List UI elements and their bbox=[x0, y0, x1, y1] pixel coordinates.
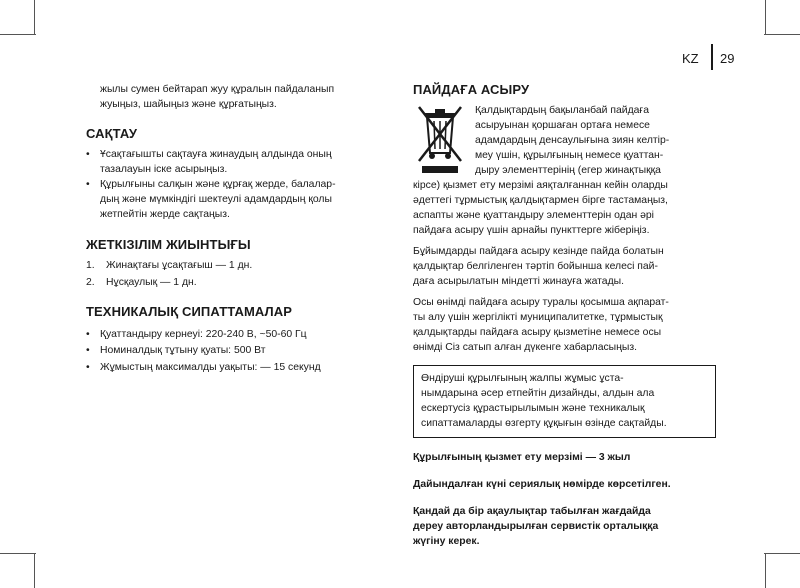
crop-mark-bottom-right-v bbox=[765, 553, 766, 588]
storage-item: • Құрылғыны салқын және құрғақ жерде, балалар- дың және мүмкіндігі шектеулі адамдардың қолы жетпейтін жерде сақтаңыз. bbox=[86, 179, 336, 220]
specs-list bbox=[86, 327, 376, 375]
recycling-section bbox=[413, 103, 718, 355]
bullet-icon: • bbox=[86, 345, 90, 356]
contact-info-paragraph: Осы өнімді пайдаға асыру туралы қосымша ақпарат- ты алу үшін жергілікті муниципалитетке, тұрмыстық қалдықтарды пайдаға асыру қызметіне немесе осы өнімді Сіз сатып алған дүкенге хабарласыңыз. bbox=[413, 297, 669, 353]
left-column bbox=[86, 82, 376, 375]
bullet-icon: • bbox=[86, 328, 90, 340]
page-number: 29 bbox=[720, 51, 735, 66]
language-code: KZ bbox=[682, 51, 699, 66]
fault-instruction-text: Қандай да бір ақаулықтар табылған жағдайда дереу авторландырылған сервистік орталыққа жүгіну керек. bbox=[413, 506, 659, 547]
crop-mark-bottom-right-h bbox=[764, 553, 800, 554]
kit-heading: ЖЕТКІЗІЛІМ ЖИЫНТЫҒЫ bbox=[86, 237, 251, 252]
crop-mark-top-left-v bbox=[34, 0, 35, 34]
bullet-icon: • bbox=[86, 179, 90, 190]
kit-list bbox=[86, 258, 376, 290]
spec-item: • Номиналдық тұтыну қуаты: 500 Вт bbox=[86, 345, 266, 356]
intro-paragraph bbox=[86, 82, 376, 112]
manufacturer-notice-box: Өндіруші құрылғының жалпы жұмыс ұста- нымдарына әсер етпейтін дизайнды, алдын ала ескертусіз құрастырылымын және техникалық сипаттамаларды өзгерту құқығын өзінде сақтайды. bbox=[413, 365, 716, 438]
storage-heading: САҚТАУ bbox=[86, 126, 138, 141]
crossed-out-wheelie-bin-icon bbox=[413, 103, 467, 175]
list-number: 1. bbox=[86, 260, 95, 271]
crop-mark-bottom-left-h bbox=[0, 553, 36, 554]
crop-mark-bottom-left-v bbox=[34, 553, 35, 588]
spec-item: • Қуаттандыру кернеуі: 220-240 В, ~50-60 Гц bbox=[86, 328, 307, 340]
crop-mark-top-left-h bbox=[0, 34, 36, 35]
service-life-text: Құрылғының қызмет ету мерзімі — 3 жыл bbox=[413, 452, 631, 463]
right-column bbox=[413, 82, 718, 549]
recycling-heading: ПАЙДАҒА АСЫРУ bbox=[413, 82, 530, 97]
bullet-icon: • bbox=[86, 361, 90, 373]
bullet-icon: • bbox=[86, 149, 90, 160]
recycling-paragraph: Қалдықтардың бақыланбай пайдаға асыруынан қоршаған ортаға немесе адамдардың денсаулығына зиян келтір- меу үшін, құрылғының немесе қуаттан- дыру элементтерінің (егер жинақтыққа кірсе) қызмет ету мерзімі аяқталғаннан кейін оларды әдеттегі тұрмыстық қалдықтармен бірге тастамаңыз, аспапты және қуаттандыру элементтерін одан әрі пайдаға асыру үшін арнайы пункттерге жіберіңіз. bbox=[413, 105, 670, 236]
storage-item: • Ұсақтағышты сақтауға жинаудың алдында оның тазалауын іске асырыңыз. bbox=[86, 149, 332, 175]
intro-line: жылы сумен бейтарап жуу құралын пайдаланып bbox=[100, 84, 335, 95]
list-number: 2. bbox=[86, 276, 95, 288]
kit-item: 1. Жинақтағы ұсақтағыш — 1 дн. bbox=[86, 260, 253, 271]
waste-collection-paragraph: Бұйымдарды пайдаға асыру кезінде пайда болатын қалдықтар белгіленген тәртіп бойынша келесі пай- даға асырылатын міндетті жинауға жатады. bbox=[413, 246, 664, 287]
spec-item: • Жұмыстың максималды уақыты: — 15 секунд bbox=[86, 361, 321, 373]
crop-mark-top-right-h bbox=[764, 34, 800, 35]
manufacture-date-text: Дайындалған күні сериялық нөмірде көрсетілген. bbox=[413, 479, 671, 490]
kit-item: 2. Нұсқаулық — 1 дн. bbox=[86, 276, 197, 288]
specs-heading: ТЕХНИКАЛЫҚ СИПАТТАМАЛАР bbox=[86, 303, 293, 319]
intro-line: жуыңыз, шайыңыз және құрғатыңыз. bbox=[100, 99, 277, 110]
storage-list bbox=[86, 147, 376, 222]
header-divider bbox=[711, 44, 713, 70]
crop-mark-top-right-v bbox=[765, 0, 766, 34]
